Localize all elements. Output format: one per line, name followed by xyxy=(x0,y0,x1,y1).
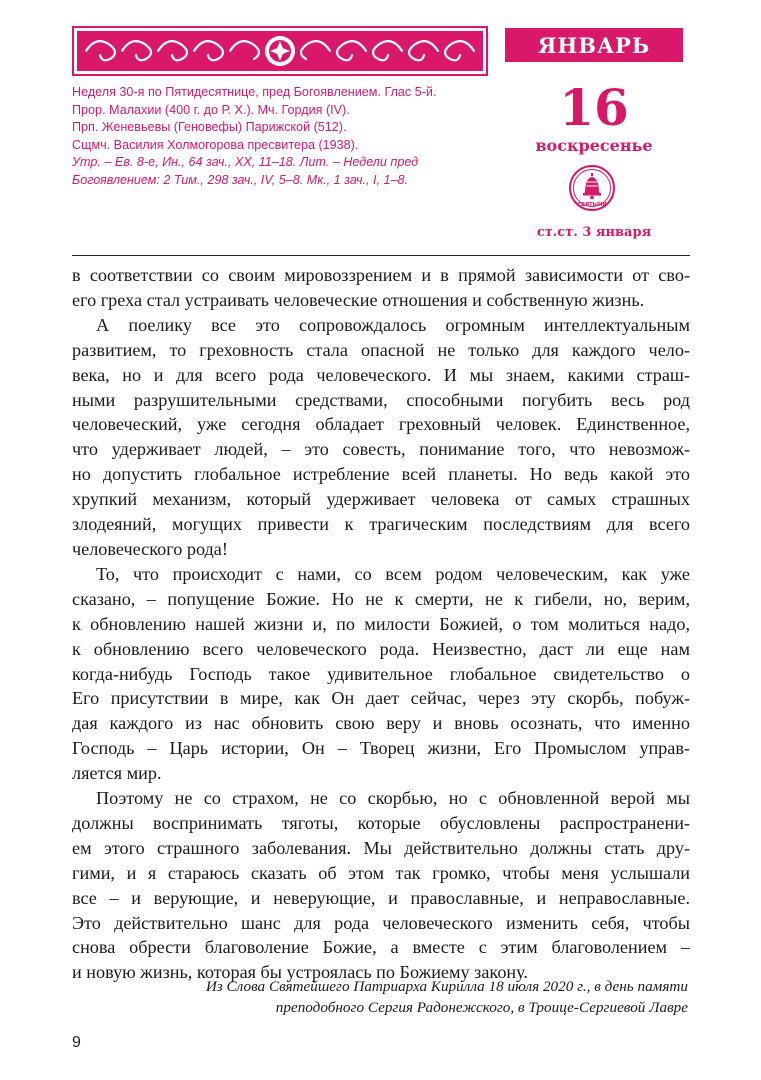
ornament-band xyxy=(72,26,488,76)
paragraph-start: То, что происходит с нами, со всем родом человеческим, как уже xyxy=(96,563,690,584)
text-line: сказано, – попущение Божие. Но не к смерти, не к гибели, но, верим, xyxy=(72,588,690,609)
text-line: ем этого страшного заболевания. Мы действительно должны стать дру- xyxy=(72,837,690,858)
text-line: в соответствии со своим мировоззрением и в прямой зависимости от сво- xyxy=(72,265,690,285)
text-line: гими, и я стараюсь сказать об этом так громко, чтобы меня услышали xyxy=(72,862,690,883)
commemoration-line: Прор. Малахии (400 г. до Р. Х.). Мч. Гордия (IV). xyxy=(72,102,350,117)
text-line: Это действительно шанс для рода человеческого изменить себя, чтобы xyxy=(72,912,690,933)
commemoration-line: Сщмч. Василия Холмогорова пресвитера (1938). xyxy=(72,137,359,152)
day-number: 16 xyxy=(559,78,629,137)
text-line: ляется мир. xyxy=(72,763,162,784)
text-line: его греха стал устраивать человеческие отношения и собственную жизнь. xyxy=(72,289,645,310)
page-number: 9 xyxy=(72,1034,81,1051)
header-divider xyxy=(72,255,690,256)
body-text xyxy=(72,263,690,985)
source-line: Из Слова Святейшего Патриарха Кирилла 18 июля 2020 г., в день памяти xyxy=(205,978,688,995)
readings-line: Богоявлением: 2 Тим., 298 зач., IV, 5–8. Мк., 1 зач., I, 1–8. xyxy=(72,172,409,187)
text-line: века, но и для всего рода человеческого. И мы знаем, какими страш- xyxy=(72,364,690,385)
text-line: ными разрушительными средствами, способными погубить весь род xyxy=(72,389,690,410)
text-line: дая каждого из нас обновить свою веру и вновь осознать, что именно xyxy=(72,713,690,734)
text-line: что удерживает людей, – это совесть, понимание того, что невозмож- xyxy=(72,439,690,460)
text-line: когда-нибудь Господь такое удивительное глобальное свидетельство о xyxy=(72,663,690,684)
text-line: должны воспринимать тяготы, которые обусловлены распространени- xyxy=(72,812,690,833)
text-line: злодеяний, могущих привести к трагическим последствиям для всего xyxy=(72,514,690,535)
text-line: снова обрести благоволение Божие, а вместе с этим благоволением – xyxy=(72,937,690,958)
bell-logo-icon xyxy=(568,164,616,212)
source-attribution xyxy=(150,976,688,1018)
text-line: Господь – Царь истории, Он – Творец жизни, Его Промыслом управ- xyxy=(72,738,690,759)
text-line: все – и верующие, и неверующие, и православные, и неправославные. xyxy=(72,887,690,908)
commemoration-block xyxy=(72,84,502,189)
paragraph-start: Поэтому не со страхом, не со скорбью, но с обновленной верой мы xyxy=(96,788,690,809)
text-line: развитием, то греховность стала опасной не только для каждого чело- xyxy=(72,339,690,360)
old-style-date: ст.ст. 3 января xyxy=(536,225,652,240)
source-line: преподобного Сергия Радонежского, в Троице-Сергиевой Лавре xyxy=(275,999,688,1016)
text-line: человеческий, уже сегодня обладает греховный человек. Единственное, xyxy=(72,414,690,435)
text-line: Его присутствии в мире, как Он дает сейчас, через эту скорбь, побуж- xyxy=(72,688,690,709)
text-line: к обновлению всего человеческого рода. Неизвестно, даст ли еще нам xyxy=(72,638,690,659)
logo-text: СВЯТЫНИ xyxy=(577,202,607,208)
commemoration-line: Прп. Женевьевы (Геновефы) Парижской (512). xyxy=(72,120,347,134)
text-line: хрупкий механизм, который удерживает человека от самых страшных xyxy=(72,489,690,510)
readings-line: Утр. – Ев. 8-е, Ин., 64 зач., XX, 11–18. Лит. – Недели пред xyxy=(72,155,419,169)
commemoration-line: Неделя 30-я по Пятидесятнице, пред Богоявлением. Глас 5-й. xyxy=(72,85,437,99)
weekday-label: воскресенье xyxy=(535,136,653,155)
text-line: к обновлению нашей жизни и, по милости Божией, о том молиться надо, xyxy=(72,613,690,634)
paragraph-start: А поелику все это сопровождалось огромным интеллектуальным xyxy=(96,314,690,335)
text-line: и новую жизнь, которая бы устроялась по Божиему закону. xyxy=(72,962,528,983)
text-line: но допустить глобальное истребление всей планеты. Но ведь какой это xyxy=(72,464,690,485)
text-line: человеческого рода! xyxy=(72,538,228,559)
month-label: ЯНВАРЬ xyxy=(505,28,683,62)
